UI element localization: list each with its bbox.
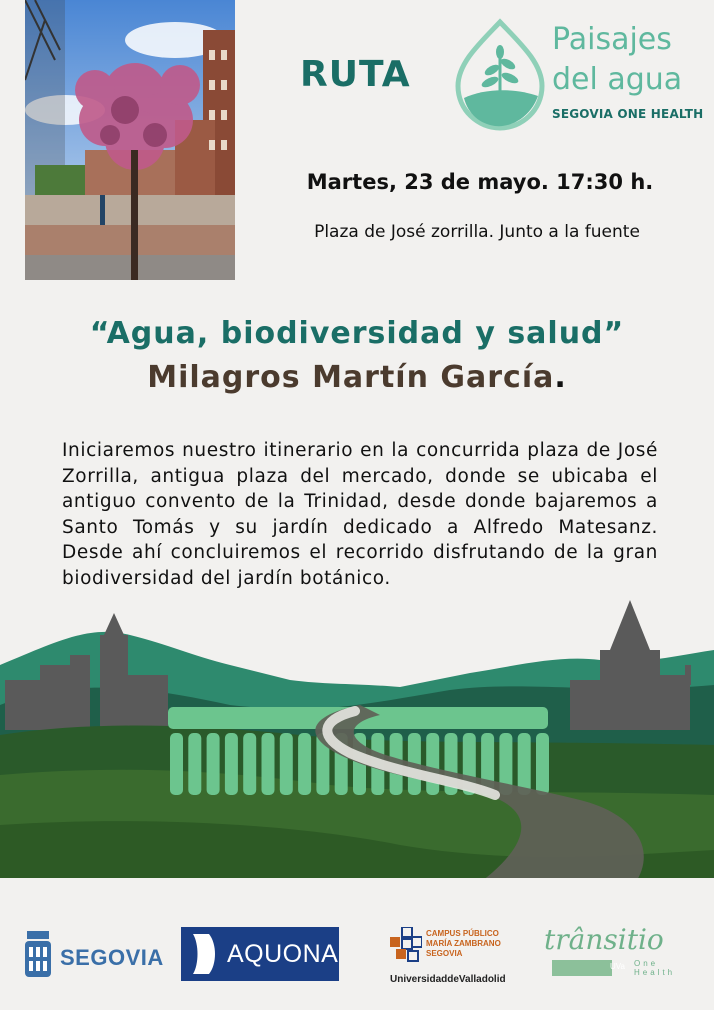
- aqueduct-arch: [298, 733, 311, 795]
- speaker-suffix: .: [554, 360, 567, 395]
- transitio-logo: [540, 923, 680, 983]
- segovia-crest-icon: [23, 927, 53, 981]
- campus-line-2: MARÍA ZAMBRANO: [426, 939, 501, 948]
- aqueduct-arch: [207, 733, 220, 795]
- aqueduct-arch: [225, 733, 238, 795]
- route-description: Iniciaremos nuestro itinerario en la concurrida plaza de José Zorrilla, antigua plaza del mercado, donde se ubicaba el antiguo convento de la Trinidad, desde donde bajaremos a Santo Tomás y su jardín dedicado a Alfredo Matesanz. Desde ahí concluiremos el recorrido disfrutando de la gran biodiversidad del jardín botánico.: [62, 440, 658, 589]
- brand-title-line1: Paisajes: [552, 22, 672, 57]
- campus-grid-icon: [390, 927, 422, 963]
- aqueduct-arch: [426, 733, 439, 795]
- uva-text: UniversidaddeValladolid: [390, 974, 506, 985]
- aquona-logo: [181, 927, 339, 981]
- water-drop-logo-icon: [450, 18, 550, 133]
- brand-title-line2: del agua: [552, 62, 683, 97]
- talk-title: “Agua, biodiversidad y salud”: [89, 316, 625, 351]
- route-heading: RUTA: [300, 54, 411, 95]
- aqueduct-arch: [518, 733, 531, 795]
- speaker-name: Milagros Martín García: [147, 360, 555, 395]
- aqueduct-arch: [170, 733, 183, 795]
- aquona-mark-icon: [191, 934, 221, 974]
- campus-line-3: SEGOVIA: [426, 949, 463, 958]
- aqueduct-arch: [243, 733, 256, 795]
- sponsor-logos: [0, 905, 714, 1010]
- event-place: Plaza de José zorrilla. Junto a la fuente: [314, 222, 640, 242]
- speaker-line: [0, 360, 714, 395]
- transitio-tagline: One Health: [634, 959, 676, 977]
- landscape-illustration: [0, 595, 714, 890]
- aqueduct-arch: [262, 733, 275, 795]
- aqueduct-arch: [188, 733, 201, 795]
- campus-line-1: CAMPUS PÚBLICO: [426, 929, 499, 938]
- aqueduct-arch: [280, 733, 293, 795]
- event-date: Martes, 23 de mayo. 17:30 h.: [306, 170, 654, 194]
- transitio-bar: [552, 960, 612, 976]
- campus-uva-logo: [390, 927, 510, 987]
- segovia-logo: [23, 927, 164, 983]
- transitio-wordmark: trânsitio: [544, 923, 664, 956]
- segovia-text: SEGOVIA: [60, 945, 164, 970]
- plaza-photo: [25, 0, 235, 280]
- brand-subtitle: SEGOVIA ONE HEALTH: [552, 107, 704, 121]
- transitio-uva: UVa: [610, 962, 625, 971]
- aquona-text: AQUONA: [227, 940, 339, 968]
- aqueduct-arch: [536, 733, 549, 795]
